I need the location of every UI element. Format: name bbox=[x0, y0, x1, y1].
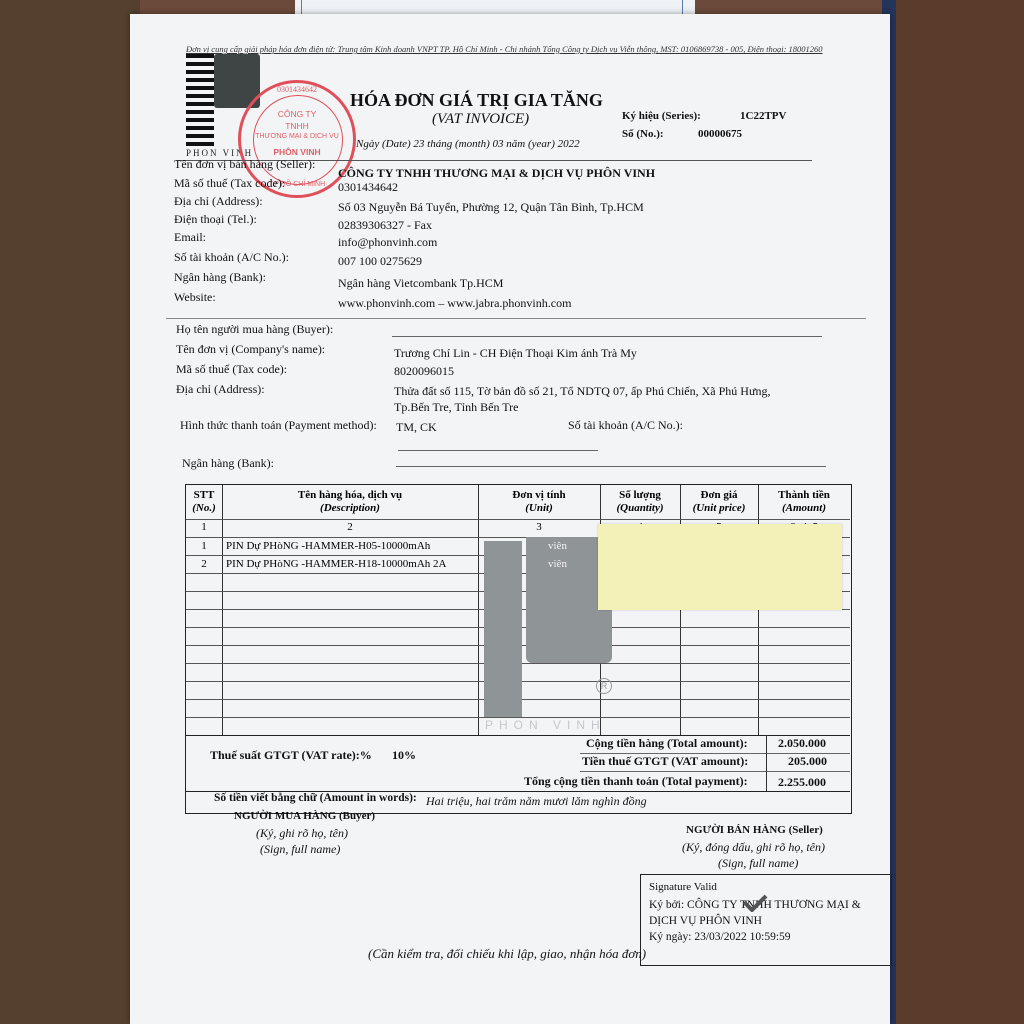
payment-method-label: Hình thức thanh toán (Payment method): bbox=[180, 418, 377, 432]
index-col-3: 3 bbox=[536, 521, 542, 533]
payment-method-line bbox=[398, 450, 598, 451]
desk-right bbox=[894, 0, 1024, 1024]
seller-email-value: info@phonvinh.com bbox=[338, 235, 438, 249]
amount-in-words-value: Hai triệu, hai trăm năm mươi lăm nghìn đồng bbox=[426, 794, 647, 808]
sum-sep bbox=[766, 735, 767, 791]
number-label: Số (No.): bbox=[622, 128, 664, 140]
provider-line: Đơn vị cung cấp giải pháp hóa đơn điện tử: Trung tâm Kinh doanh VNPT TP. Hồ Chí Minh - Chi nhánh Tổng Công ty Dịch vụ Viễn thông, MST: 0106869738 - 005, Điện thoại: 18001260 bbox=[186, 44, 823, 54]
buyer-tax-label: Mã số thuế (Tax code): bbox=[176, 362, 288, 376]
signed-by-line1: Ký bởi: CÔNG TY TNHH THƯƠNG MẠI & bbox=[649, 899, 861, 911]
seller-sign-line2: (Sign, full name) bbox=[718, 856, 799, 870]
signature-valid-box bbox=[640, 874, 892, 966]
seller-ac-label: Số tài khoản (A/C No.): bbox=[174, 250, 289, 264]
stamp-line3: THƯƠNG MẠI & DỊCH VỤ bbox=[255, 133, 339, 140]
th-description: Tên hàng hóa, dịch vụ (Description) bbox=[297, 489, 403, 514]
buyer-address-label: Địa chỉ (Address): bbox=[176, 382, 265, 396]
stamp-line2: TNHH bbox=[285, 121, 309, 131]
sticky-note bbox=[598, 524, 842, 610]
sum-line bbox=[580, 771, 850, 772]
invoice-title: HÓA ĐƠN GIÁ TRỊ GIA TĂNG bbox=[350, 90, 603, 110]
row-1-unit: viên bbox=[548, 540, 567, 552]
index-col-1: 1 bbox=[201, 521, 207, 533]
buyer-address-line1: Thửa đất số 115, Tờ bản đồ số 21, Tổ NDTQ 07, ấp Phú Chiến, Xã Phú Hưng, bbox=[394, 384, 771, 398]
divider-seller-buyer bbox=[166, 318, 866, 319]
footer-note: (Cần kiểm tra, đối chiếu khi lập, giao, nhận hóa đơn) bbox=[368, 946, 647, 961]
signed-date: Ký ngày: 23/03/2022 10:59:59 bbox=[649, 931, 791, 943]
series-label: Ký hiệu (Series): bbox=[622, 110, 701, 122]
buyer-company-value: Trương Chí Lin - CH Điện Thoại Kim ánh Trà My bbox=[394, 346, 637, 360]
seller-tax-value: 0301434642 bbox=[338, 180, 398, 194]
row-2-description: PIN Dự PHòNG -HAMMER-H18-10000mAh 2A bbox=[226, 558, 447, 570]
stamp-tax-id: 0301434642 bbox=[277, 85, 317, 94]
signed-by-line2: DỊCH VỤ PHÔN VINH bbox=[649, 915, 762, 927]
row-line-header bbox=[186, 519, 850, 520]
number-value: 00000675 bbox=[698, 128, 742, 140]
seller-website-value: www.phonvinh.com – www.jabra.phonvinh.com bbox=[338, 296, 572, 310]
row-2-unit: viên bbox=[548, 558, 567, 570]
th-amount: Thành tiền (Amount) bbox=[778, 489, 830, 514]
buyer-address-line2: Tp.Bến Tre, Tỉnh Bến Tre bbox=[394, 400, 519, 414]
stamp-line4: PHÔN VINH bbox=[273, 147, 321, 157]
vat-rate-label: Thuế suất GTGT (VAT rate):% bbox=[210, 748, 372, 762]
seller-email-label: Email: bbox=[174, 230, 206, 244]
seller-sign-line1: (Ký, đóng dấu, ghi rõ họ, tên) bbox=[682, 840, 825, 854]
vat-amount-label: Tiền thuế GTGT (VAT amount): bbox=[582, 754, 749, 768]
seller-name-value: CÔNG TY TNHH THƯƠNG MẠI & DỊCH VỤ PHÔN VINH bbox=[338, 166, 656, 180]
buyer-tax-value: 8020096015 bbox=[394, 364, 454, 378]
seller-sign-title: NGƯỜI BÁN HÀNG (Seller) bbox=[686, 824, 823, 836]
watermark: PHON VINH bbox=[485, 718, 606, 732]
series-value: 1C22TPV bbox=[740, 110, 787, 122]
th-unit-price: Đơn giá (Unit price) bbox=[692, 489, 746, 514]
invoice-subtitle: (VAT INVOICE) bbox=[432, 111, 530, 127]
seller-ac-value: 007 100 0275629 bbox=[338, 254, 422, 268]
invoice-date: Ngày (Date) 23 tháng (month) 03 năm (year) 2022 bbox=[356, 138, 580, 150]
row-1-no: 1 bbox=[201, 540, 207, 552]
total-amount-label: Cộng tiền hàng (Total amount): bbox=[586, 736, 748, 750]
row-2-no: 2 bbox=[201, 558, 207, 570]
seller-bank-label: Ngân hàng (Bank): bbox=[174, 270, 266, 284]
logo-stripes bbox=[186, 54, 214, 146]
buyer-ac-label: Số tài khoản (A/C No.): bbox=[568, 418, 683, 432]
stamp-city: T.P HỒ CHÍ MINH bbox=[268, 181, 326, 188]
th-unit: Đơn vị tính (Unit) bbox=[512, 489, 566, 514]
desk-left bbox=[0, 0, 140, 1024]
buyer-company-label: Tên đơn vị (Company's name): bbox=[176, 342, 326, 356]
th-no: STT (No.) bbox=[192, 489, 216, 514]
total-payment-value: 2.255.000 bbox=[778, 775, 826, 789]
row-1-description: PIN Dự PHòNG -HAMMER-H05-10000mAh bbox=[226, 540, 431, 552]
seller-tel-value: 02839306327 - Fax bbox=[338, 218, 432, 232]
seller-address-value: Số 03 Nguyễn Bá Tuyển, Phường 12, Quận Tân Bình, Tp.HCM bbox=[338, 200, 644, 214]
buyer-name-line bbox=[392, 336, 822, 337]
buyer-name-label: Họ tên người mua hàng (Buyer): bbox=[176, 322, 334, 336]
buyer-sign-line1: (Ký, ghi rõ họ, tên) bbox=[256, 826, 348, 840]
invoice-paper bbox=[130, 14, 890, 1024]
seller-tax-label: Mã số thuế (Tax code): bbox=[174, 176, 286, 190]
seller-name-label: Tên đơn vị bán hàng (Seller): bbox=[174, 157, 316, 171]
index-col-2: 2 bbox=[347, 521, 353, 533]
signature-valid-title: Signature Valid bbox=[649, 881, 717, 893]
logo-text: PHON VINH bbox=[186, 148, 254, 158]
seller-website-label: Website: bbox=[174, 290, 216, 304]
total-amount-value: 2.050.000 bbox=[778, 736, 826, 750]
th-quantity: Số lượng (Quantity) bbox=[616, 489, 664, 514]
buyer-bank-label: Ngân hàng (Bank): bbox=[182, 456, 274, 470]
seller-address-label: Địa chỉ (Address): bbox=[174, 194, 263, 208]
buyer-sign-title: NGƯỜI MUA HÀNG (Buyer) bbox=[234, 810, 376, 822]
amount-in-words-label: Số tiền viết bằng chữ (Amount in words): bbox=[214, 792, 417, 804]
seller-tel-label: Điện thoại (Tel.): bbox=[174, 212, 257, 226]
stamp-line1: CÔNG TY bbox=[277, 109, 317, 119]
registered-mark: R bbox=[596, 678, 612, 694]
checkmark-icon bbox=[742, 894, 768, 912]
buyer-bank-line bbox=[396, 466, 826, 467]
row-line-bottom bbox=[186, 735, 850, 736]
redaction-block bbox=[484, 541, 522, 717]
vat-amount-value: 205.000 bbox=[788, 754, 827, 768]
payment-method-value: TM, CK bbox=[396, 420, 437, 434]
total-payment-label: Tổng cộng tiền thanh toán (Total payment): bbox=[524, 774, 748, 788]
buyer-sign-line2: (Sign, full name) bbox=[260, 842, 341, 856]
seller-bank-value: Ngân hàng Vietcombank Tp.HCM bbox=[338, 276, 504, 290]
vat-rate-value: 10% bbox=[392, 748, 416, 762]
